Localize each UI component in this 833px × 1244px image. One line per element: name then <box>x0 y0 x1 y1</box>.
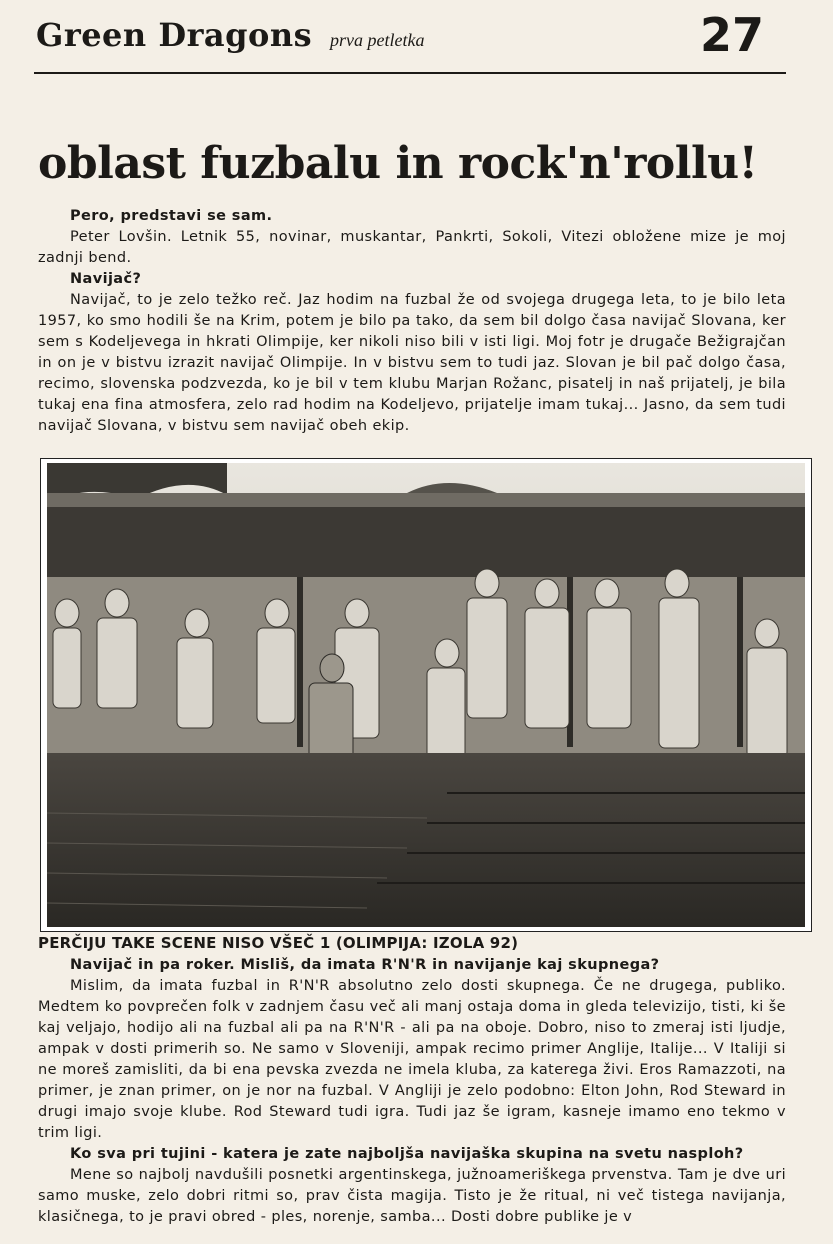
interview-question: Navijač? <box>70 271 142 287</box>
interview-answer: Peter Lovšin. Letnik 55, novinar, muskantar, Pankrti, Sokoli, Vitezi obložene mize je moj zadnji bend. <box>38 229 786 266</box>
interview-answer: Navijač, to je zelo težko reč. Jaz hodim na fuzbal že od svojega drugega leta, to je bilo leta 1957, ko smo hodili še na Krim, potem je bilo pa tako, da sem bil dolgo časa navijač Slovana, ker sem s Kodeljevega in hkrati Olimpije, ker nikoli niso bili v isti ligi. Moj fotr je drugače Bežigrajčan in on je v bistvu izrazit navijač Olimpije. In v bistvu sem to tudi jaz. Slovan je bil pač dolgo časa, recimo, slovenska podzvezda, ko je bil v tem klubu Marjan Rožanc, pisatelj in naš prijatelj, je bila tukaj ena fina atmosfera, zelo rad hodim na Kodeljevo, prijatelje imam tukaj... Jasno, da sem tudi navijač Slovana, v bistvu sem navijač obeh ekip. <box>38 292 786 434</box>
magazine-title: Green Dragons <box>36 16 313 54</box>
interview-question: Pero, predstavi se sam. <box>70 208 273 224</box>
interview-answer: Mene so najbolj navdušili posnetki argentinskega, južnoameriškega prvenstva. Tam je dve uri samo muske, zelo dobri ritmi so, prav čista magija. Tisto je že ritual, ni več tistega navijanja, klasičnega, to je pravi obred - ples, norenje, samba... Dosti dobre publike je v <box>38 1167 786 1225</box>
crowd-scene-image <box>47 463 805 927</box>
magazine-subtitle: prva petletka <box>330 30 425 50</box>
stadium-photo <box>40 458 812 932</box>
interview-question: Ko sva pri tujini - katera je zate najboljša navijaška skupina na svetu nasploh? <box>70 1146 744 1162</box>
photo-caption: PERČIJU TAKE SCENE NISO VŠEČ 1 (OLIMPIJA: IZOLA 92) <box>38 934 519 952</box>
article-headline: oblast fuzbalu in rock'n'rollu! <box>38 138 758 189</box>
interview-question: Navijač in pa roker. Misliš, da imata R'N'R in navijanje kaj skupnega? <box>70 957 660 973</box>
article-block-2 <box>38 955 786 1228</box>
page-number: 27 <box>700 8 765 62</box>
interview-answer: Mislim, da imata fuzbal in R'N'R absolutno zelo dosti skupnega. Če ne drugega, publiko. Medtem ko povprečen folk v zadnjem času več ali manj ostaja doma in gleda televizijo, tisti, ki še kaj veljajo, hodijo ali na fuzbal ali pa na R'N'R - ali pa na oboje. Dobro, niso to zmeraj isti ljudje, ampak v dosti primerih so. Ne samo v Sloveniji, ampak recimo primer Anglije, Italije... V Italiji si ne moreš zamisliti, da bi ena pevska zvezda ne imela kluba, za katerega živi. Eros Ramazzoti, na primer, je znan primer, on je nor na fuzbal. V Angliji je zelo podobno: Elton John, Rod Steward in drugi imajo svoje klube. Rod Steward tudi igra. Tudi jaz še igram, kasneje imamo eno tekmo v trim ligi. <box>38 978 786 1141</box>
article-block-1 <box>38 206 786 437</box>
